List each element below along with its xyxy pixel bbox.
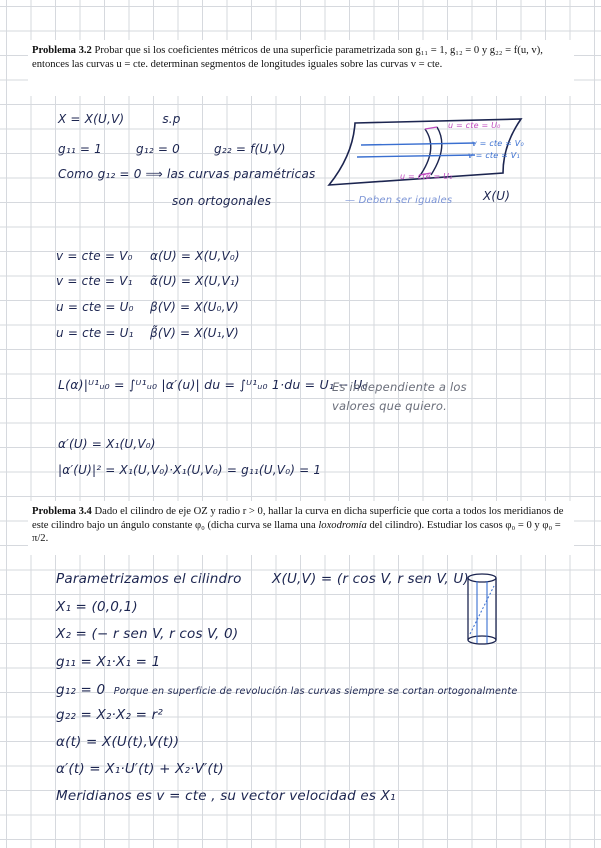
g22-value: g₂₂ = f(U,V) — [213, 142, 286, 156]
orthogonal-line-1: Como g₁₂ = 0 ⟹ las curvas paramétricas — [58, 167, 316, 181]
cylinder-sketch — [462, 568, 502, 648]
integral-note-1: Es independiente a los — [332, 380, 467, 394]
x2-line: X₂ = (− r sen V, r cos V, 0) — [56, 626, 239, 642]
cylinder-param-line — [56, 571, 469, 587]
integral-line: L(α)|ᵁ¹ᵤ₀ = ∫ᵁ¹ᵤ₀ |α′(u)| du = ∫ᵁ¹ᵤ₀ 1·du = U₁ − U₀ — [58, 377, 368, 392]
param-text: Parametrizamos el cilindro — [56, 571, 242, 587]
curve-row-4 — [56, 326, 239, 340]
curve-v0 — [361, 143, 475, 145]
curve-u0 — [431, 127, 442, 175]
curve-u1 — [419, 129, 431, 177]
g12-value: g₁₂ = 0 — [135, 142, 180, 156]
cylinder-top — [468, 574, 496, 582]
curve-2-def: α̃(U) = X(U,V₁) — [150, 274, 240, 288]
parametrization-line — [58, 112, 181, 126]
curve-4-def: β̃(V) = X(U₁,V) — [150, 326, 239, 340]
curve-3-cond: u = cte = U₀ — [56, 300, 134, 314]
alpha-prime-line: α′(t) = X₁·U′(t) + X₂·V′(t) — [56, 761, 224, 777]
g12-zero: g₁₂ = 0 — [56, 682, 106, 698]
curve-row-2 — [56, 274, 240, 288]
curve-4-cond: u = cte = U₁ — [56, 326, 134, 340]
cylinder-bottom — [468, 636, 496, 644]
problem-3-4-statement-end: del cilindro). Estudiar los casos φ₀ = 0 y φ₀ = π/2. — [32, 519, 561, 545]
curve-3-def: β(V) = X(U₀,V) — [150, 300, 239, 314]
problem-3-4-box — [28, 501, 574, 555]
curve-row-1 — [56, 249, 240, 263]
alpha-line: α(t) = X(U(t),V(t)) — [56, 734, 180, 750]
problem-3-4-statement: Dado el cilindro de eje OZ y radio r > 0, hallar la curva en dicha superficie que corta a todos los meridianos de este cilindro bajo un ángulo constante φ₀ (dicha curva se llama una — [32, 506, 564, 531]
orthogonal-line-2: son ortogonales — [172, 194, 272, 208]
norm-line: |α′(U)|² = X₁(U,V₀)·X₁(U,V₀) = g₁₁(U,V₀) = 1 — [58, 463, 322, 477]
curve-row-3 — [56, 300, 239, 314]
fig-bottom-label: u = cte = U₁ — [400, 172, 453, 181]
loxodromia-term: loxodromía — [318, 519, 367, 531]
problem-3-2-label: Problema 3.2 — [32, 45, 92, 56]
fig-surface-label: X(U) — [483, 189, 511, 203]
g22-line: g₂₂ = X₂·X₂ = r² — [56, 707, 163, 723]
x1-line: X₁ = (0,0,1) — [56, 599, 138, 615]
curve-2-cond: v = cte = V₁ — [56, 274, 133, 288]
sp-abbrev: s.p — [162, 112, 181, 126]
fig-low-label: v = cte = V₁ — [468, 151, 520, 160]
problem-3-4-label: Problema 3.4 — [32, 506, 92, 517]
curve-1-cond: v = cte = V₀ — [56, 249, 133, 263]
g11-line: g₁₁ = X₁·X₁ = 1 — [56, 654, 161, 670]
fig-mid-label: v = cte = V₀ — [472, 139, 524, 148]
loxodrome — [470, 586, 494, 634]
derivative-line: α′(U) = X₁(U,V₀) — [58, 437, 156, 451]
problem-3-2-statement: Probar que si los coeficientes métricos de una superficie parametrizada son g₁₁ = 1, g₁₂ = 0 y g₂₂ = f(u, v), entonces las curvas u = cte. determinan segmentos de longitudes iguales sobre las curvas v = cte. — [32, 45, 543, 70]
problem-3-2-box — [28, 40, 574, 96]
curve-1-def: α(U) = X(U,V₀) — [150, 249, 240, 263]
g12-reason: Porque en superficie de revolución las curvas siempre se cortan ortogonalmente — [113, 686, 518, 697]
metric-line — [58, 142, 286, 156]
fig-top-label: u = cte = U₀ — [448, 121, 501, 130]
pink-mark-top — [425, 127, 437, 129]
param-formula: X(U,V) = (r cos V, r sen V, U) — [272, 571, 469, 587]
fig-note: — Deben ser iguales — [345, 195, 453, 206]
g11-value: g₁₁ = 1 — [58, 142, 102, 156]
integral-note-2: valores que quiero. — [332, 399, 447, 413]
meridians-line: Meridianos es v = cte , su vector velocidad es X₁ — [56, 788, 396, 804]
curve-v1 — [357, 155, 475, 157]
surface-def: X = X(U,V) — [58, 112, 125, 126]
g12-line — [56, 682, 517, 698]
